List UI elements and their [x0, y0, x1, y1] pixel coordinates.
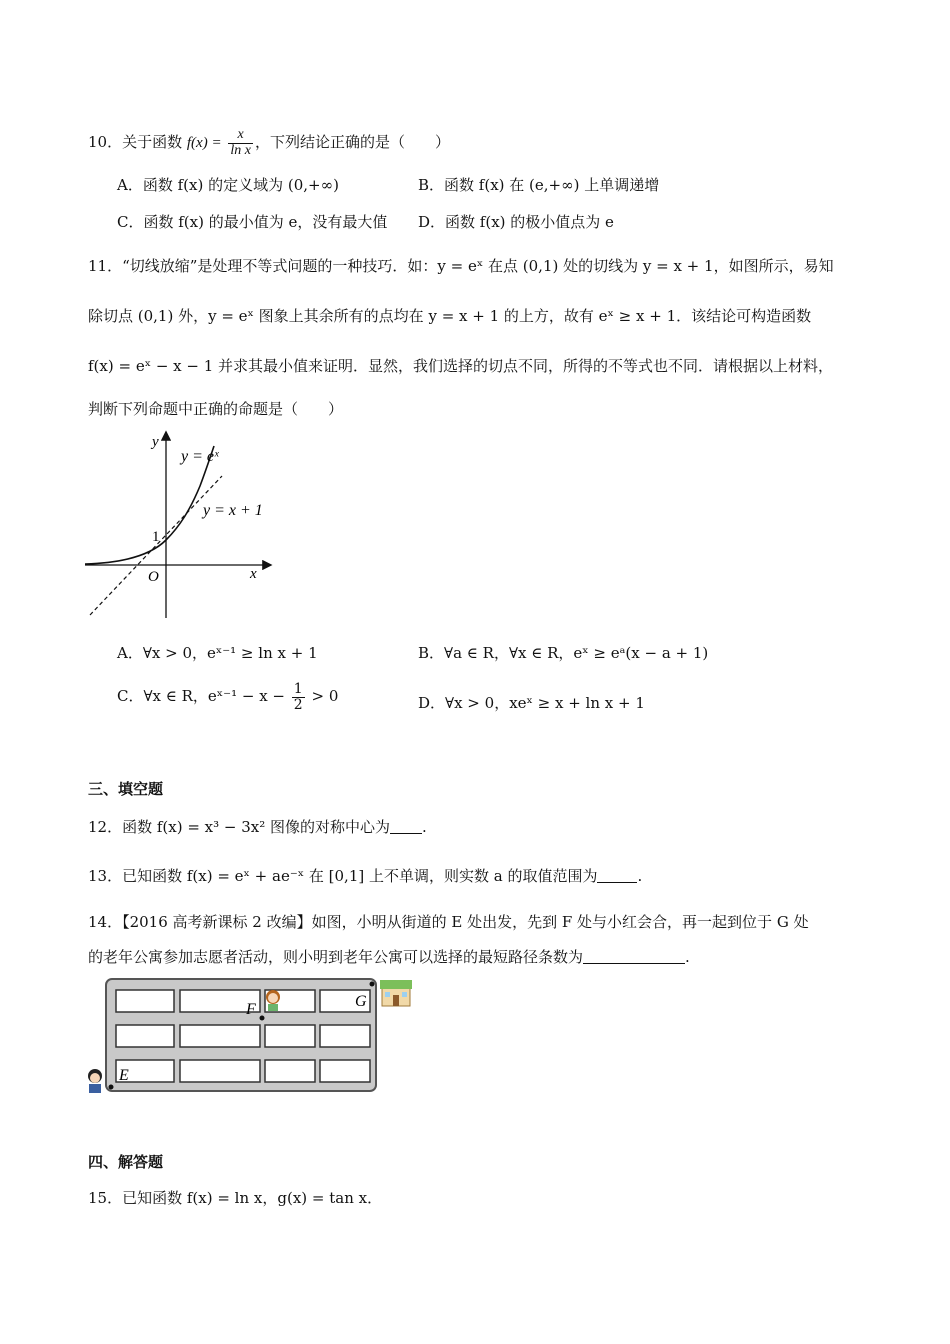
- question-11-line-2: 除切点 (0,1) 外，y = eˣ 图象上其余所有的点均在 y = x + 1 的上方，故有 eˣ ≥ x + 1．该结论可构造函数: [88, 307, 812, 325]
- block: [116, 1025, 174, 1047]
- question-end: .: [637, 867, 643, 885]
- boy-icon: [88, 1069, 102, 1093]
- block: [180, 1025, 260, 1047]
- point-f: [260, 1016, 265, 1021]
- question-text: 已知函数 f(x) = ln x，g(x) = tan x．: [122, 1189, 383, 1207]
- option-11-b: [418, 642, 708, 663]
- option-text: ∀a ∈ R，∀x ∈ R，eˣ ≥ eᵃ(x − a + 1): [444, 644, 709, 662]
- option-label: B．: [418, 176, 445, 194]
- option-text: ∀x > 0，xeˣ ≥ x + ln x + 1: [445, 694, 645, 712]
- origin-label: O: [148, 569, 159, 585]
- option-10-b: [418, 174, 659, 195]
- question-text: 函数 f(x) = x³ − 3x² 图像的对称中心为: [122, 818, 391, 836]
- block: [265, 1025, 315, 1047]
- option-10-c: [117, 211, 387, 232]
- answer-blank: [597, 868, 637, 883]
- fraction: [292, 682, 305, 712]
- option-label: D．: [418, 694, 446, 712]
- question-10-stem: [88, 128, 450, 158]
- question-12: [88, 816, 427, 837]
- question-text: 的老年公寓参加志愿者活动，则小明到老年公寓可以选择的最短路径条数为: [88, 948, 584, 966]
- option-10-d: [418, 211, 614, 232]
- question-text-tail: ，下列结论正确的是（ ）: [254, 133, 450, 152]
- label-e: E: [119, 1067, 129, 1084]
- option-text: ∀x ∈ R，eˣ⁻¹ − x −: [143, 687, 285, 706]
- question-end: .: [422, 818, 427, 836]
- fraction-denominator: ln x: [230, 142, 251, 158]
- fraction-numerator: 1: [293, 681, 303, 697]
- question-11-line-4: 判断下列命题中正确的命题是（ ）: [88, 400, 344, 418]
- line-label: y = x + 1: [203, 502, 263, 519]
- block: [265, 1060, 315, 1082]
- question-number: 13．: [88, 867, 123, 885]
- fraction-denominator: 2: [293, 696, 303, 713]
- option-label: D．: [418, 213, 446, 231]
- question-11-line-3: f(x) = eˣ − x − 1 并求其最小值来证明．显然，我们选择的切点不同，所得的不等式也不同．请根据以上材料，: [88, 357, 834, 375]
- fraction: [228, 128, 253, 158]
- curve-label: y = eˣ: [181, 448, 219, 465]
- question-15: [88, 1187, 382, 1208]
- girl-icon: [266, 990, 280, 1011]
- option-label: C．: [117, 687, 144, 706]
- label-f: F: [246, 1001, 256, 1018]
- answer-blank: [390, 819, 422, 834]
- question-14-line-2: [88, 946, 690, 967]
- question-number: 15．: [88, 1189, 123, 1207]
- question-text: 【2016 高考新课标 2 改编】如图，小明从街道的 E 处出发，先到 F 处与小红会合，再一起到位于 G 处: [122, 913, 809, 931]
- exp-tangent-graph: [80, 428, 290, 623]
- label-g: G: [355, 993, 367, 1010]
- question-text: “切线放缩”是处理不等式问题的一种技巧．如：y = eˣ 在点 (0,1) 处的切线为 y = x + 1，如图所示，易知: [122, 257, 834, 275]
- option-10-a: [117, 174, 339, 195]
- option-text: 函数 f(x) 的极小值点为 e: [445, 213, 614, 231]
- option-label: C．: [117, 213, 144, 231]
- street-map: [84, 976, 424, 1096]
- option-text: ∀x > 0，eˣ⁻¹ ≥ ln x + 1: [142, 644, 318, 662]
- tick-label-one: 1: [152, 529, 160, 545]
- option-label: A．: [117, 176, 143, 194]
- question-number: 11．: [88, 257, 123, 275]
- question-number: 14．: [88, 913, 123, 931]
- option-label: A．: [117, 644, 143, 662]
- answer-blank: [583, 949, 685, 964]
- section-heading-answer: 四、解答题: [88, 1153, 164, 1171]
- option-text: 函数 f(x) 的最小值为 e，没有最大值: [143, 213, 388, 231]
- option-11-d: [418, 692, 645, 713]
- option-11-a: [117, 642, 318, 663]
- option-label: B．: [418, 644, 445, 662]
- block: [116, 990, 174, 1012]
- tangent-line: [90, 476, 222, 615]
- x-axis-label: x: [250, 566, 257, 582]
- question-end: .: [685, 948, 690, 966]
- question-11-line-1: [88, 255, 834, 276]
- y-axis-label: y: [152, 434, 159, 450]
- question-text: 已知函数 f(x) = eˣ + ae⁻ˣ 在 [0,1] 上不单调，则实数 a 的取值范围为: [122, 867, 598, 885]
- house-icon: [380, 980, 412, 1006]
- point-g: [370, 982, 375, 987]
- question-14-line-1: [88, 911, 809, 932]
- option-text-tail: > 0: [311, 687, 339, 706]
- question-number: 10．: [88, 133, 123, 152]
- option-text: 函数 f(x) 的定义域为 (0,+∞): [142, 176, 339, 194]
- fraction-numerator: x: [228, 128, 253, 144]
- option-11-c: [117, 682, 338, 712]
- option-text: 函数 f(x) 在 (e,+∞) 上单调递增: [444, 176, 660, 194]
- block: [320, 1025, 370, 1047]
- section-heading-fill-in: 三、填空题: [88, 780, 164, 798]
- block: [180, 1060, 260, 1082]
- block: [320, 1060, 370, 1082]
- question-text: 关于函数: [122, 133, 183, 152]
- point-e: [109, 1085, 114, 1090]
- question-13: [88, 865, 642, 886]
- function-expression: f(x) =: [186, 135, 222, 152]
- question-number: 12．: [88, 818, 123, 836]
